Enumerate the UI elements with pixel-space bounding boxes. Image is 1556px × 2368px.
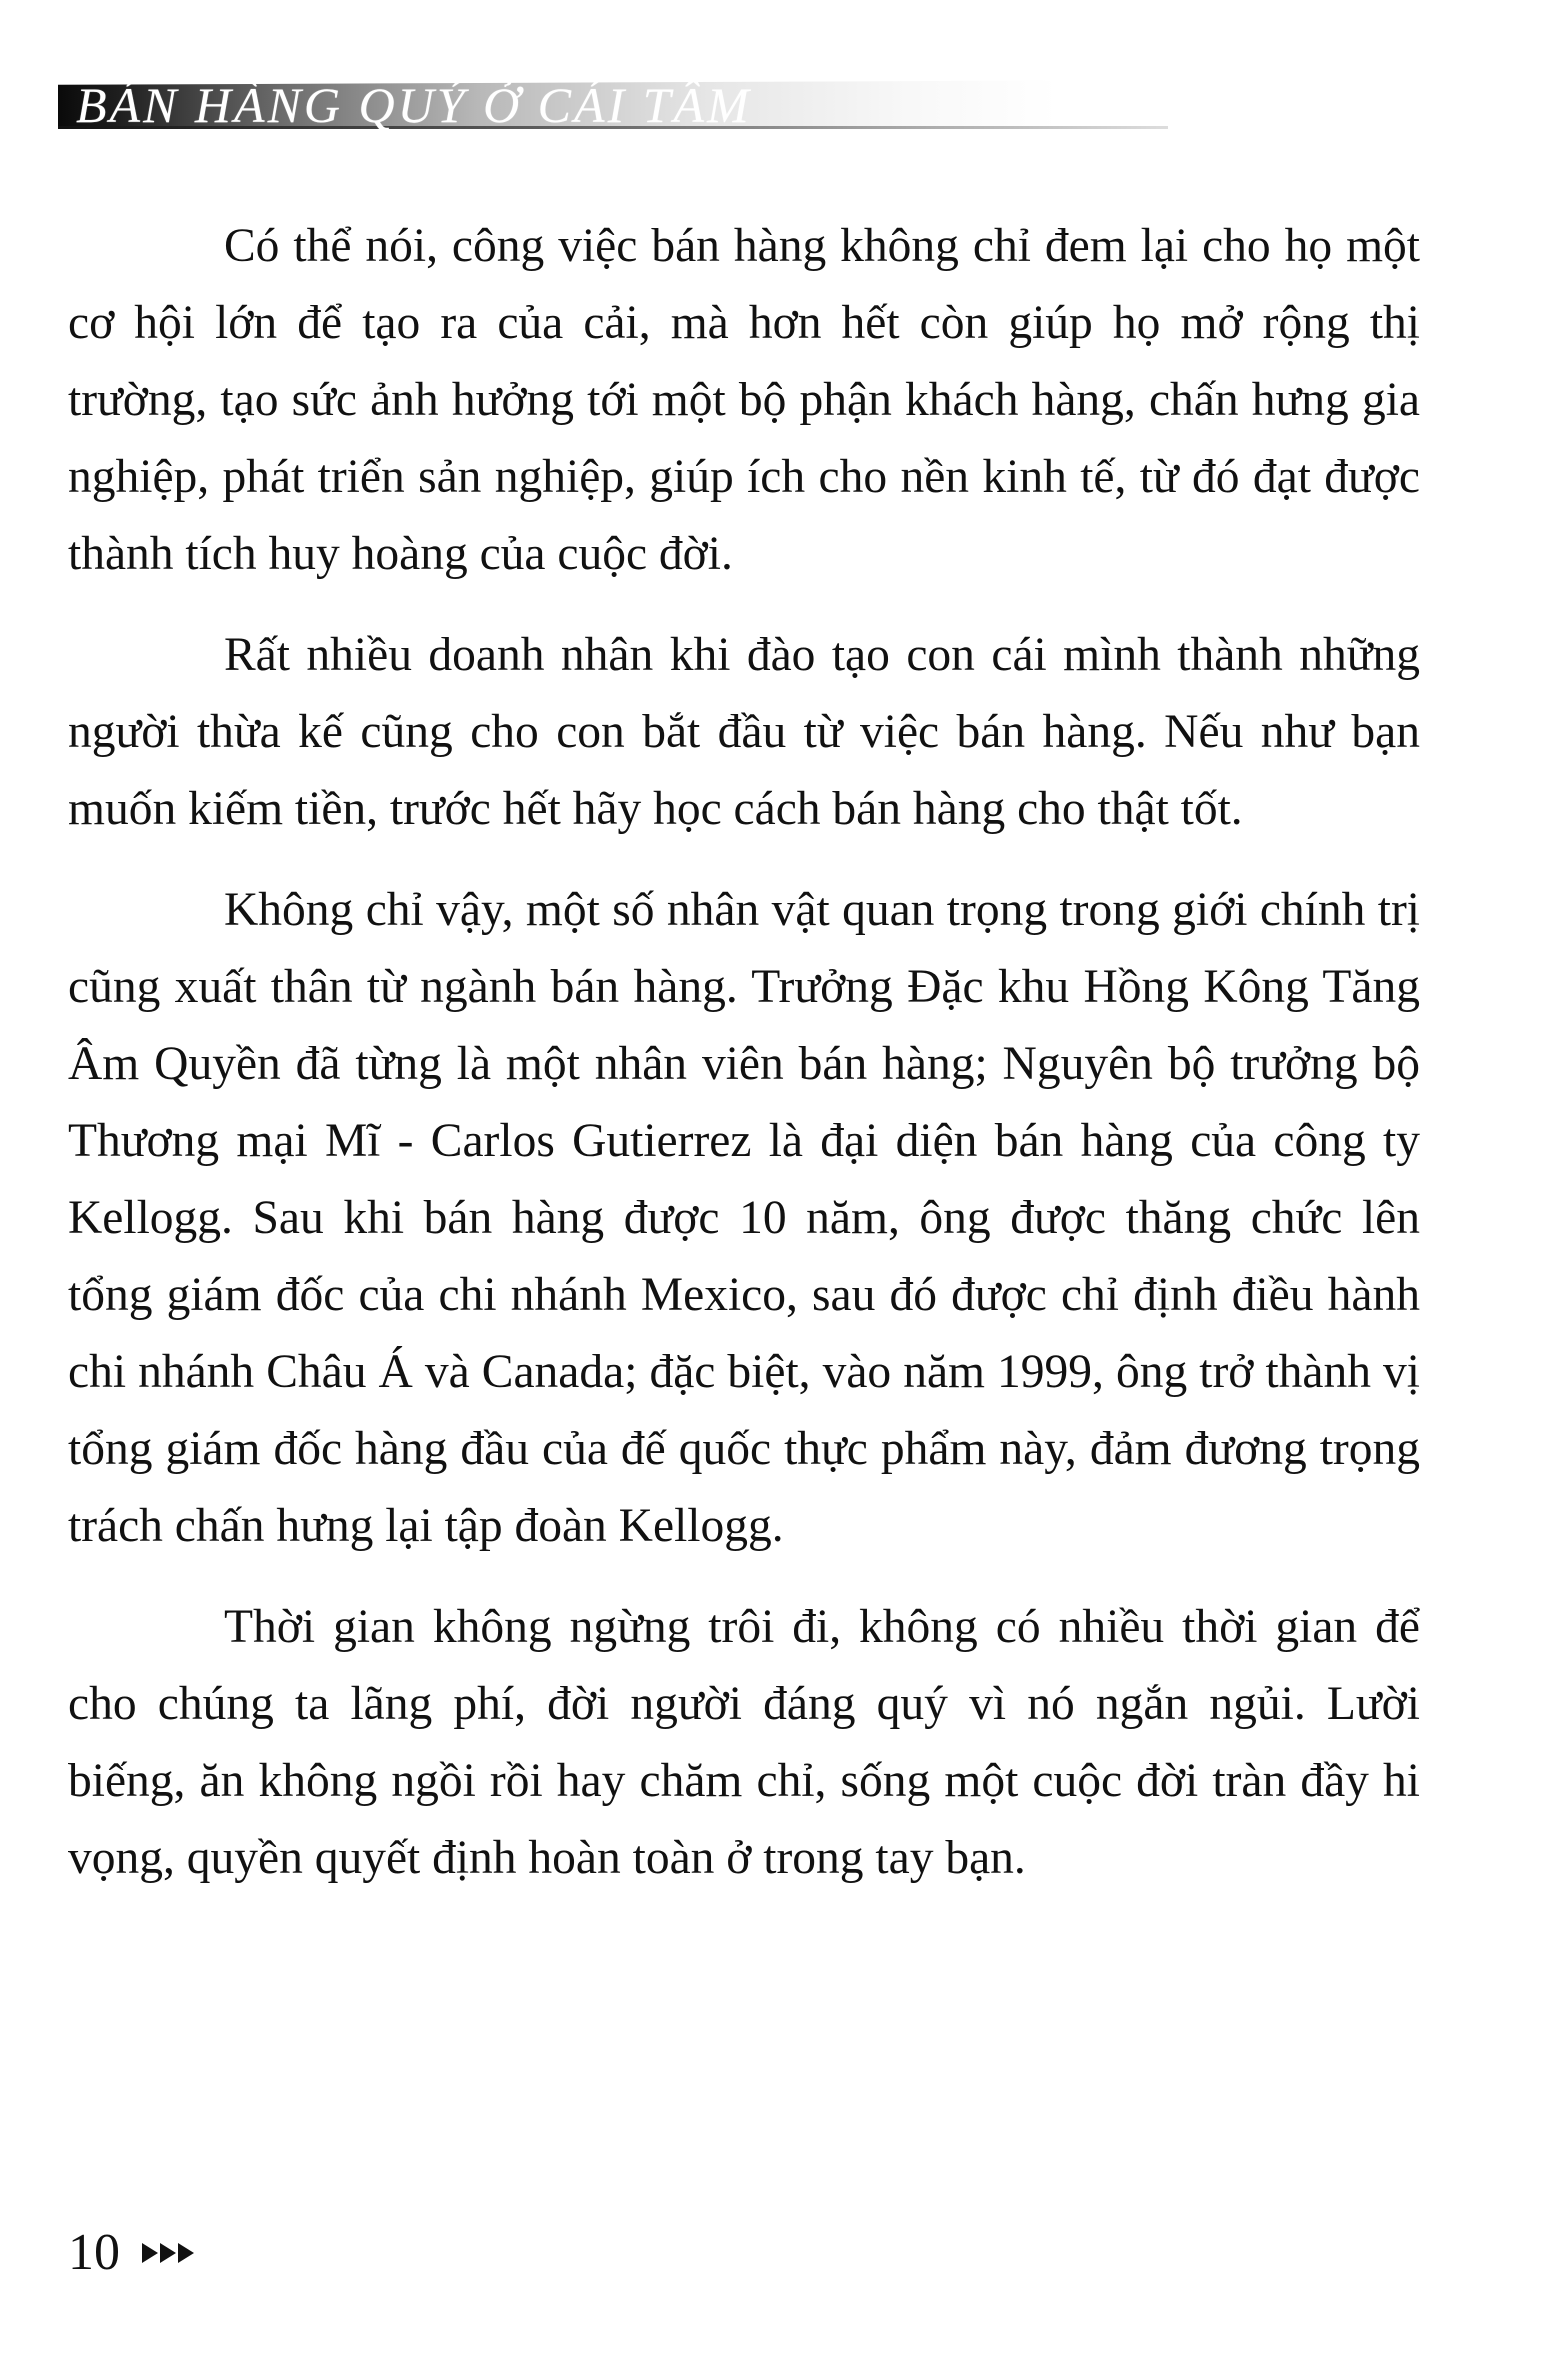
body-text (68, 208, 1420, 1921)
page-footer (68, 2218, 200, 2288)
running-header (58, 72, 1168, 136)
paragraph: Thời gian không ngừng trôi đi, không có nhiều thời gian để cho chúng ta lãng phí, đời người đáng quý vì nó ngắn ngủi. Lười biếng, ăn không ngồi rồi hay chăm chỉ, sống một cuộc đời tràn đầy hi vọng, quyền quyết định hoàn toàn ở trong tay bạn. (68, 1601, 1420, 1884)
page-number: 10 (68, 2224, 120, 2281)
paragraph: Không chỉ vậy, một số nhân vật quan trọng trong giới chính trị cũng xuất thân từ ngành bán hàng. Trưởng Đặc khu Hồng Kông Tăng Âm Quyền đã từng là một nhân viên bán hàng; Nguyên bộ trưởng bộ Thương mại Mĩ - Carlos Gutierrez là đại diện bán hàng của công ty Kellogg. Sau khi bán hàng được 10 năm, ông được thăng chức lên tổng giám đốc của chi nhánh Mexico, sau đó được chỉ định điều hành chi nhánh Châu Á và Canada; đặc biệt, vào năm 1999, ông trở thành vị tổng giám đốc hàng đầu của đế quốc thực phẩm này, đảm đương trọng trách chấn hưng lại tập đoàn Kellogg. (68, 884, 1420, 1552)
paragraph: Có thể nói, công việc bán hàng không chỉ đem lại cho họ một cơ hội lớn để tạo ra của cải, mà hơn hết còn giúp họ mở rộng thị trường, tạo sức ảnh hưởng tới một bộ phận khách hàng, chấn hưng gia nghiệp, phát triển sản nghiệp, giúp ích cho nền kinh tế, từ đó đạt được thành tích huy hoàng của cuộc đời. (68, 220, 1420, 580)
triple-arrow-icon (140, 2233, 200, 2273)
paragraph: Rất nhiều doanh nhân khi đào tạo con cái mình thành những người thừa kế cũng cho con bắt đầu từ việc bán hàng. Nếu như bạn muốn kiếm tiền, trước hết hãy học cách bán hàng cho thật tốt. (68, 629, 1420, 835)
running-header-title: BÁN HÀNG QUÝ Ở CÁI TÂM (76, 77, 752, 133)
